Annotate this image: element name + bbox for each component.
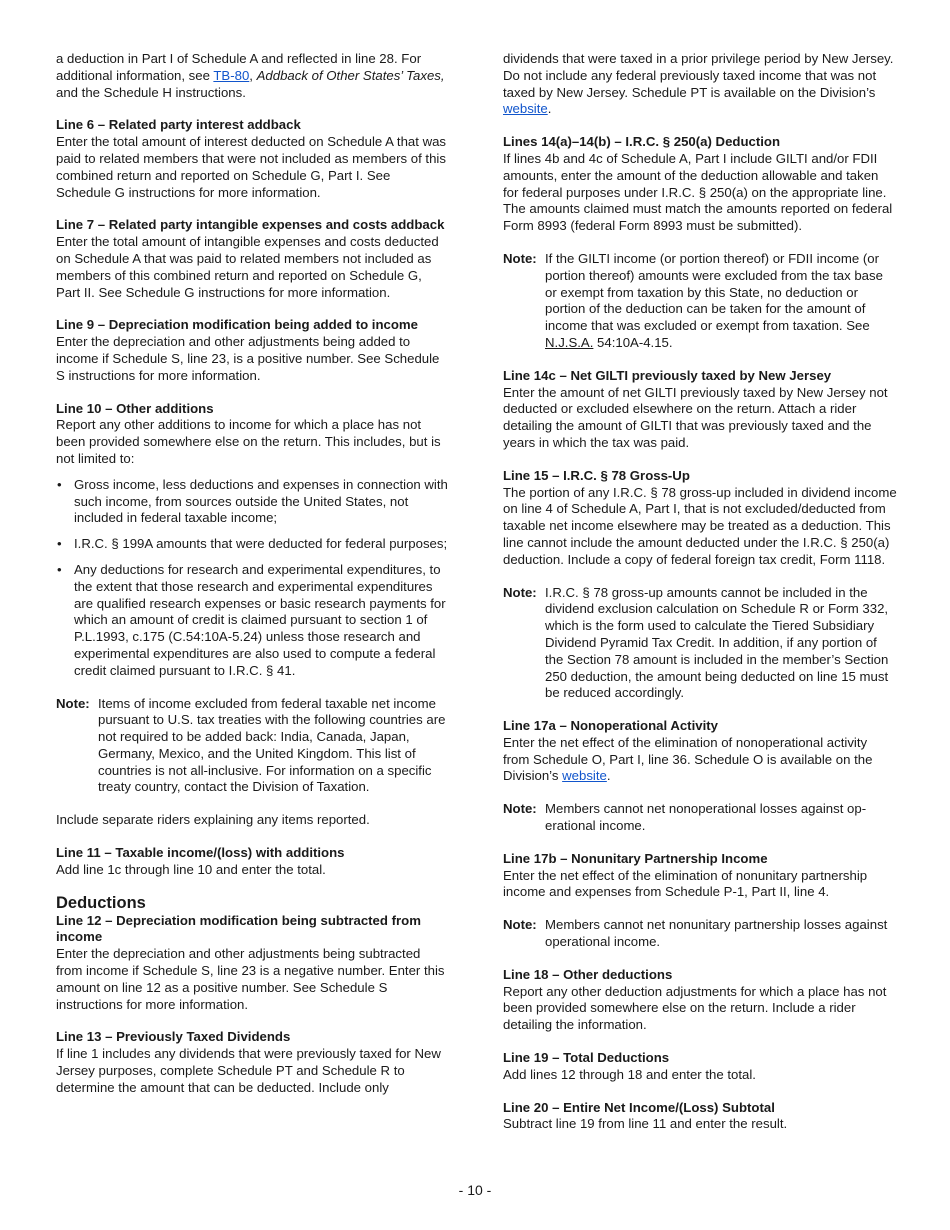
note-label: Note: xyxy=(56,695,90,711)
line6-heading: Line 6 – Related party interest addback xyxy=(56,117,301,133)
continued-end: . xyxy=(547,101,552,117)
line17b-body: Enter the net effect of the elimination of nonunitary partnership income and expenses from Schedule P-1, Part II, line 4. xyxy=(503,867,868,900)
note-text: Members cannot net nonoperational losses against operational income. xyxy=(545,801,867,834)
line17a-body-end: . xyxy=(606,768,611,784)
line15-note xyxy=(503,585,897,703)
line14ab-section xyxy=(503,134,897,352)
line9-section xyxy=(56,317,448,384)
line12-heading: Line 12 – Depreciation modification being subtracted from income xyxy=(56,912,421,945)
note-label: Note: xyxy=(503,584,537,600)
line19-body: Add lines 12 through 18 and enter the total. xyxy=(503,1066,756,1082)
line17b-section xyxy=(503,851,897,951)
line11-heading: Line 11 – Taxable income/(loss) with additions xyxy=(56,845,345,861)
continued-paragraph xyxy=(503,51,897,118)
intro-italic-title: Addback of Other States’ Taxes, xyxy=(256,67,445,83)
note-text xyxy=(545,251,897,352)
line9-heading: Line 9 – Depreciation modification being added to income xyxy=(56,317,418,333)
note-label: Note: xyxy=(503,250,537,266)
line17a-section xyxy=(503,718,897,835)
line17b-note xyxy=(503,917,897,951)
line10-heading: Line 10 – Other additions xyxy=(56,400,214,416)
note-text-end: 54:10A-4.15. xyxy=(593,334,673,350)
line10-bullet-list xyxy=(56,477,448,680)
intro-text-end: and the Schedule H instructions. xyxy=(56,84,246,100)
line18-section xyxy=(503,967,897,1034)
note-text: I.R.C. § 78 gross-up amounts cannot be included in the dividend exclusion calculation on Schedule R or Form 332, which is the form used to calculate the Tiered Subsidiary Dividend Pyramid Tax Credit. In addition, if any portion of the Section 78 amount is included in the member’s Section 250 deduction, the amount being deducted on line 15 must be reduced accordingly. xyxy=(545,584,889,701)
intro-text: a deduction in Part I of Schedule A and reflected in line 28. For additional information, see xyxy=(56,51,422,83)
line14c-body: Enter the amount of net GILTI previously taxed by New Jersey not deducted or excluded elsewhere on the return. Attach a rider detailing the amount of GILTI that was previously taxed and the years in which the tax was paid. xyxy=(503,384,888,450)
note-label: Note: xyxy=(503,801,537,817)
page-number: - 10 - xyxy=(458,1182,492,1198)
line17a-body xyxy=(503,735,897,785)
line17a-heading: Line 17a – Nonoperational Activity xyxy=(503,718,718,734)
continued-text: dividends that were taxed in a prior privilege period by New Jersey. Do not include any federal previously taxed income that was not taxed by New Jersey. Schedule PT is available on the Division’s xyxy=(503,51,894,100)
tb-80-link[interactable]: TB-80 xyxy=(213,67,250,83)
njsa-reference: N.J.S.A. xyxy=(545,334,594,350)
note-text: Members cannot net nonunitary partnership losses against operational income. xyxy=(545,917,888,950)
line20-section xyxy=(503,1100,897,1134)
line14ab-note xyxy=(503,251,897,352)
line10-body: Report any other additions to income for which a place has not been provided somewhere else on the return. This includes, but is not limited to: xyxy=(56,417,441,466)
line15-section xyxy=(503,468,897,702)
line13-heading: Line 13 – Previously Taxed Dividends xyxy=(56,1029,291,1045)
line19-heading: Line 19 – Total Deductions xyxy=(503,1050,670,1066)
line13-section xyxy=(56,1029,448,1096)
left-column xyxy=(56,51,448,1097)
line9-body: Enter the depreciation and other adjustments being added to income if Schedule S, line 23, is a positive number. See Schedule S instructions for more information. xyxy=(56,334,440,383)
note-text-main: If the GILTI income (or portion thereof) or FDII income (or portion thereof) amounts were excluded from the tax base or exempt from taxation by this State, no deduction or portion of the deduction can be taken for the amount of income that was excluded or exempt from taxation. See xyxy=(545,250,883,334)
line20-heading: Line 20 – Entire Net Income/(Loss) Subtotal xyxy=(503,1099,775,1115)
right-column xyxy=(503,51,897,1133)
line14c-heading: Line 14c – Net GILTI previously taxed by New Jersey xyxy=(503,367,832,383)
line14ab-heading: Lines 14(a)–14(b) – I.R.C. § 250(a) Deduction xyxy=(503,134,781,150)
website-link[interactable]: website xyxy=(503,101,548,117)
intro-paragraph xyxy=(56,51,448,101)
line7-body: Enter the total amount of intangible expenses and costs deducted on Schedule A that was paid to related members not included as members of this combined return and reported on Schedule G, Part II. See Schedule G instructions for more information. xyxy=(56,234,439,300)
line10-riders: Include separate riders explaining any items reported. xyxy=(56,812,370,828)
deductions-heading: Deductions xyxy=(56,893,146,912)
line17b-heading: Line 17b – Nonunitary Partnership Income xyxy=(503,850,768,866)
line6-body: Enter the total amount of interest deducted on Schedule A that was paid to related members that were not included as members of this combined return and reported on Schedule G, Part I. See Schedule G instructions for more information. xyxy=(56,134,447,200)
line13-body: If line 1 includes any dividends that were previously taxed for New Jersey purposes, complete Schedule PT and Schedule R to determine the amount that can be deducted. Include only xyxy=(56,1046,441,1095)
line6-section xyxy=(56,117,448,201)
note-label: Note: xyxy=(503,917,537,933)
line7-heading: Line 7 – Related party intangible expenses and costs addback xyxy=(56,217,445,233)
list-item: • Gross income, less deductions and expenses in connection with such income, from sources outside the United States, not included in federal taxable income; xyxy=(56,477,448,527)
line15-heading: Line 15 – I.R.C. § 78 Gross-Up xyxy=(503,467,690,483)
line10-section xyxy=(56,401,448,830)
line10-note xyxy=(56,696,448,797)
line7-section xyxy=(56,217,448,301)
line18-heading: Line 18 – Other deductions xyxy=(503,966,673,982)
line12-section xyxy=(56,913,448,1014)
line17a-body-text: Enter the net effect of the elimination of nonoperational activity from Schedule O, Part I, line 36. Schedule O is available on the Division’s xyxy=(503,734,873,784)
line19-section xyxy=(503,1050,897,1084)
note-text: Items of income excluded from federal taxable net income pursuant to U.S. tax treaties with the following countries are not required to be added back: India, Canada, Japan, Germany, Mexico, and the United Kingdom. This list of countries is not all-inclusive. For information on a specific treaty country, contact the Division of Taxation. xyxy=(98,695,446,795)
line15-body: The portion of any I.R.C. § 78 gross-up included in dividend income on line 4 of Schedule A, Part I, that is not excluded/deducted from taxable net income elsewhere may be treated as a deduction. This line cannot include the amount deducted under the I.R.C. § 250(a) deduction. Include a copy of federal foreign tax credit, Form 1118. xyxy=(503,484,897,567)
line11-section xyxy=(56,845,448,879)
list-item: • Any deductions for research and experimental expenditures, to the extent that those research and experimental expenditures are qualified research expenses or basic research payments for which an amount of credit is claimed pursuant to section 1 of P.L.1993, c.175 (C.54:10A-5.24) unless those research and experimental expenditures are also used to compute a federal credit claimed pursuant to I.R.C. § 41. xyxy=(56,562,448,680)
website-link[interactable]: website xyxy=(562,768,607,784)
line11-body: Add line 1c through line 10 and enter the total. xyxy=(56,861,326,877)
line12-body: Enter the depreciation and other adjustments being subtracted from income if Schedule S, line 23 is a negative number. Enter this amount on line 12 as a positive number. See Schedule S instructions for more information. xyxy=(56,946,445,1012)
list-item: • I.R.C. § 199A amounts that were deducted for federal purposes; xyxy=(56,536,448,553)
line14ab-body: If lines 4b and 4c of Schedule A, Part I include GILTI and/or FDII amounts, enter the amount of the deduction allowable and taken for federal purposes under I.R.C. § 250(a) on the appropriate line. The amounts claimed must match the amounts reported on federal Form 8993 (federal Form 8993 must be submitted). xyxy=(503,150,893,234)
intro-comma: , xyxy=(249,67,257,83)
line18-body: Report any other deduction adjustments for which a place has not been provided somewhere else on the return. Include a rider detailing the information. xyxy=(503,983,887,1033)
line20-body: Subtract line 19 from line 11 and enter the result. xyxy=(503,1116,788,1132)
line14c-section xyxy=(503,368,897,452)
line17a-note xyxy=(503,801,897,835)
